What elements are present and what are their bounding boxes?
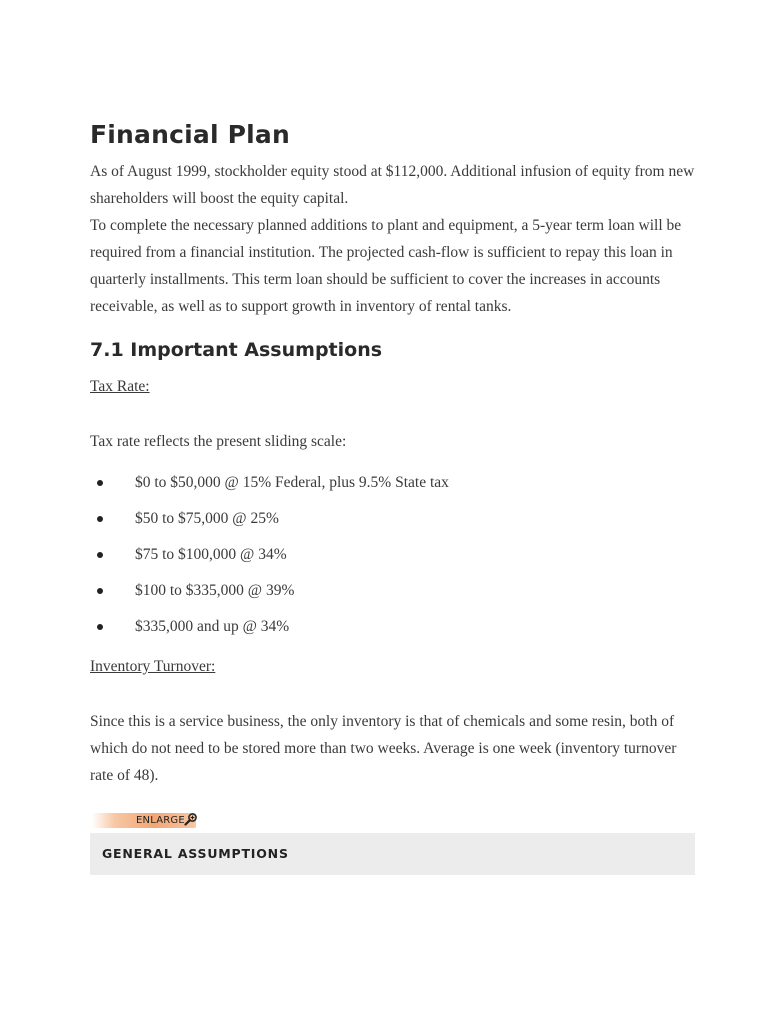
- bullet-icon: [97, 480, 103, 486]
- general-assumptions-header[interactable]: [90, 833, 695, 875]
- list-item: [90, 465, 700, 501]
- section-heading: 7.1 Important Assumptions: [90, 339, 383, 361]
- list-item: [90, 537, 700, 573]
- tax-bracket-text: $50 to $75,000 @ 25%: [135, 510, 279, 527]
- general-assumptions-label: GENERAL ASSUMPTIONS: [102, 846, 289, 861]
- intro-paragraph-1: As of August 1999, stockholder equity stood at $112,000. Additional infusion of equity from new shareholders will boost the equity capital.: [90, 163, 695, 207]
- tax-bracket-text: $75 to $100,000 @ 34%: [135, 546, 287, 563]
- tax-bracket-text: $100 to $335,000 @ 39%: [135, 582, 295, 599]
- bullet-icon: [97, 624, 103, 630]
- bullet-icon: [97, 516, 103, 522]
- page-title: Financial Plan: [90, 120, 291, 149]
- magnify-plus-icon: [184, 812, 198, 826]
- tax-bracket-text: $0 to $50,000 @ 15% Federal, plus 9.5% State tax: [135, 474, 449, 491]
- enlarge-label: ENLARGE: [136, 815, 185, 826]
- bullet-icon: [97, 552, 103, 558]
- list-item: [90, 501, 700, 537]
- intro-paragraph-2: To complete the necessary planned additions to plant and equipment, a 5-year term loan will be required from a financial institution. The projected cash-flow is sufficient to repay this loan in quarterly installments. This term loan should be sufficient to cover the increases in accounts receivable, as well as to support growth in inventory of rental tanks.: [90, 217, 682, 315]
- document-content: [90, 118, 700, 875]
- enlarge-button[interactable]: [92, 813, 196, 828]
- tax-rate-text: Tax rate reflects the present sliding scale:: [90, 433, 347, 450]
- list-item: [90, 573, 700, 609]
- inventory-turnover-label: Inventory Turnover:: [90, 658, 216, 675]
- tax-bracket-text: $335,000 and up @ 34%: [135, 618, 290, 635]
- enlarge-row: [90, 813, 700, 829]
- inventory-turnover-text: Since this is a service business, the only inventory is that of chemicals and some resin, both of which do not need to be stored more than two weeks. Average is one week (inventory turnover rate of 48).: [90, 713, 677, 784]
- tax-rate-label: Tax Rate:: [90, 378, 150, 395]
- bullet-icon: [97, 588, 103, 594]
- list-item: [90, 609, 700, 645]
- tax-bracket-list: [90, 465, 700, 645]
